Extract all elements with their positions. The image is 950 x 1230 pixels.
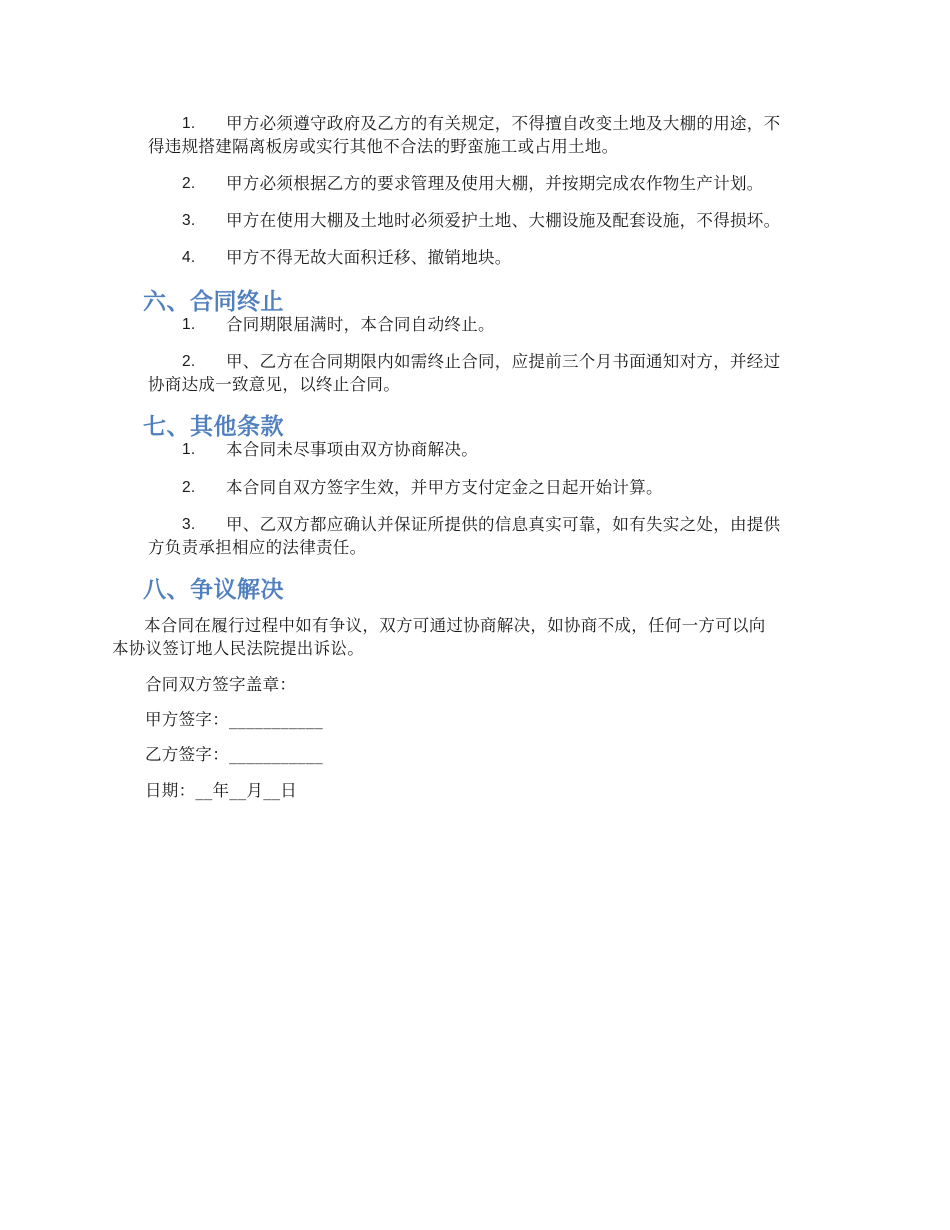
clause-number: 1. (182, 316, 196, 333)
party-b-signature: 乙方签字：___________ (145, 745, 324, 764)
signature-title: 合同双方签字盖章： (145, 675, 297, 694)
party-a-signature: 甲方签字：___________ (145, 710, 324, 729)
section-heading-other-terms: 七、其他条款 (143, 414, 284, 440)
clause-number: 1. (182, 441, 196, 458)
dispute-paragraph (112, 614, 834, 660)
clause-number: 4. (182, 249, 196, 266)
clause-6-2 (148, 350, 840, 396)
clause-text-line2: 得违规搭建隔离板房或实行其他不合法的野蛮施工或占用土地。 (148, 137, 619, 156)
clause-5-1 (148, 112, 840, 158)
clause-7-3 (148, 513, 840, 559)
paragraph-line2: 本协议签订地人民法院提出诉讼。 (112, 639, 364, 658)
clause-text-line1: 本合同自双方签字生效，并甲方支付定金之日起开始计算。 (226, 478, 663, 497)
clause-text-line2: 协商达成一致意见，以终止合同。 (148, 375, 400, 394)
clause-5-2 (148, 172, 840, 195)
clause-number: 2. (182, 175, 196, 192)
clause-number: 2. (182, 353, 196, 370)
clause-number: 3. (182, 516, 196, 533)
clause-text-line2: 方负责承担相应的法律责任。 (148, 538, 367, 557)
clause-7-2 (148, 476, 840, 499)
clause-number: 3. (182, 212, 196, 229)
signature-date: 日期：__年__月__日 (145, 781, 298, 800)
clause-number: 2. (182, 479, 196, 496)
clause-7-1 (148, 438, 840, 461)
clause-text-line1: 甲方必须遵守政府及乙方的有关规定，不得擅自改变土地及大棚的用途，不 (226, 114, 781, 133)
clause-text-line1: 合同期限届满时，本合同自动终止。 (226, 315, 495, 334)
paragraph-line1: 本合同在履行过程中如有争议，双方可通过协商解决，如协商不成，任何一方可以向 (144, 616, 766, 635)
clause-6-1 (148, 313, 840, 336)
clause-5-3 (148, 209, 840, 232)
clause-5-4 (148, 246, 840, 269)
clause-text-line1: 甲方不得无故大面积迁移、撤销地块。 (226, 248, 512, 267)
clause-text-line1: 甲、乙方在合同期限内如需终止合同，应提前三个月书面通知对方，并经过 (226, 352, 781, 371)
clause-text-line1: 甲方必须根据乙方的要求管理及使用大棚，并按期完成农作物生产计划。 (226, 174, 764, 193)
clause-text-line1: 本合同未尽事项由双方协商解决。 (226, 440, 478, 459)
clause-text-line1: 甲方在使用大棚及土地时必须爱护土地、大棚设施及配套设施，不得损坏。 (226, 211, 781, 230)
section-heading-dispute: 八、争议解决 (143, 577, 284, 603)
clause-number: 1. (182, 115, 196, 132)
clause-text-line1: 甲、乙双方都应确认并保证所提供的信息真实可靠，如有失实之处，由提供 (226, 515, 781, 534)
section-heading-termination: 六、合同终止 (143, 289, 284, 315)
